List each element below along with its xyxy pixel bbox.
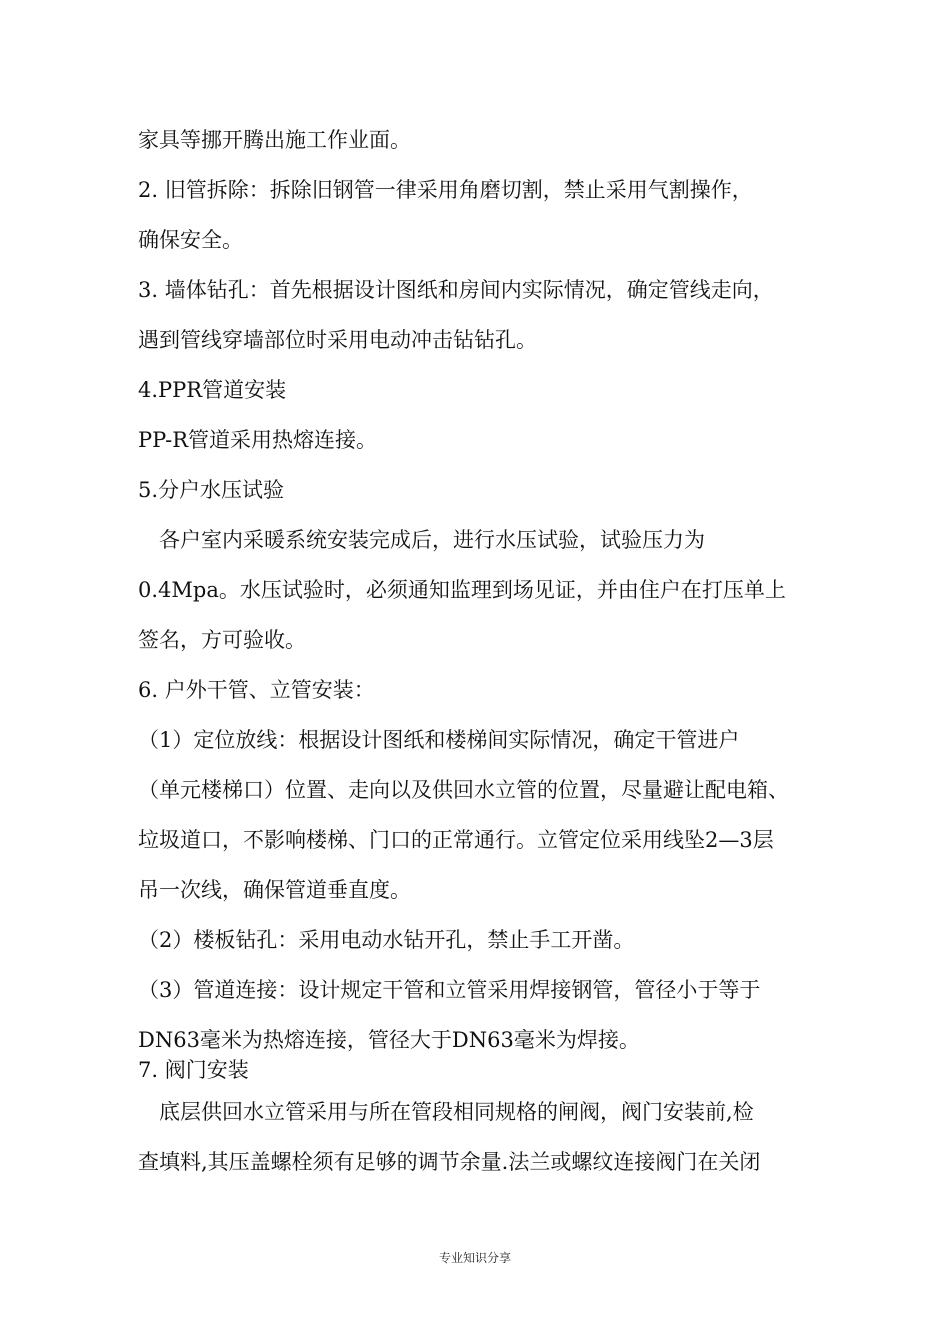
text-line-21: 底层供回水立管采用与所在管段相同规格的闸阀，阀门安装前,检	[138, 1100, 754, 1124]
page-footer: 专业知识分享	[438, 1251, 511, 1265]
text-line-9: 各户室内采暖系统安装完成后，进行水压试验，试验压力为	[138, 528, 705, 552]
text-line-5: 遇到管线穿墙部位时采用电动冲击钻钻孔。	[138, 328, 537, 352]
section-heading-7: 7. 阀门安装	[138, 1058, 249, 1082]
text-line-15: 垃圾道口，不影响楼梯、门口的正常通行。立管定位采用线坠2—3层	[138, 828, 774, 852]
section-heading-6: 6. 户外干管、立管安装：	[138, 678, 375, 702]
text-line-7: PP-R管道采用热熔连接。	[138, 428, 378, 452]
text-line-1: 家具等挪开腾出施工作业面。	[138, 128, 411, 152]
text-line-4: 3. 墙体钻孔：首先根据设计图纸和房间内实际情况，确定管线走向，	[138, 278, 774, 302]
text-line-14: （单元楼梯口）位置、走向以及供回水立管的位置，尽量避让配电箱、	[138, 778, 789, 802]
text-line-2: 2. 旧管拆除：拆除旧钢管一律采用角磨切割，禁止采用气割操作，	[138, 178, 753, 202]
text-line-3: 确保安全。	[138, 228, 243, 252]
section-heading-4: 4.PPR管道安装	[138, 378, 287, 402]
text-line-13: （1）定位放线：根据设计图纸和楼梯间实际情况，确定干管进户	[138, 728, 740, 752]
text-line-11: 签名，方可验收。	[138, 628, 306, 652]
text-line-17: （2）楼板钻孔：采用电动水钻开孔，禁止手工开凿。	[138, 928, 635, 952]
text-line-16: 吊一次线，确保管道垂直度。	[138, 878, 411, 902]
text-line-22: 查填料,其压盖螺栓须有足够的调节余量.法兰或螺纹连接阀门在关闭	[138, 1150, 761, 1174]
section-heading-5: 5.分户水压试验	[138, 478, 285, 502]
text-line-18: （3）管道连接：设计规定干管和立管采用焊接钢管，管径小于等于	[138, 978, 761, 1002]
text-line-19: DN63毫米为热熔连接，管径大于DN63毫米为焊接。	[138, 1028, 640, 1052]
text-line-10: 0.4Mpa。水压试验时，必须通知监理到场见证，并由住户在打压单上	[138, 578, 786, 602]
